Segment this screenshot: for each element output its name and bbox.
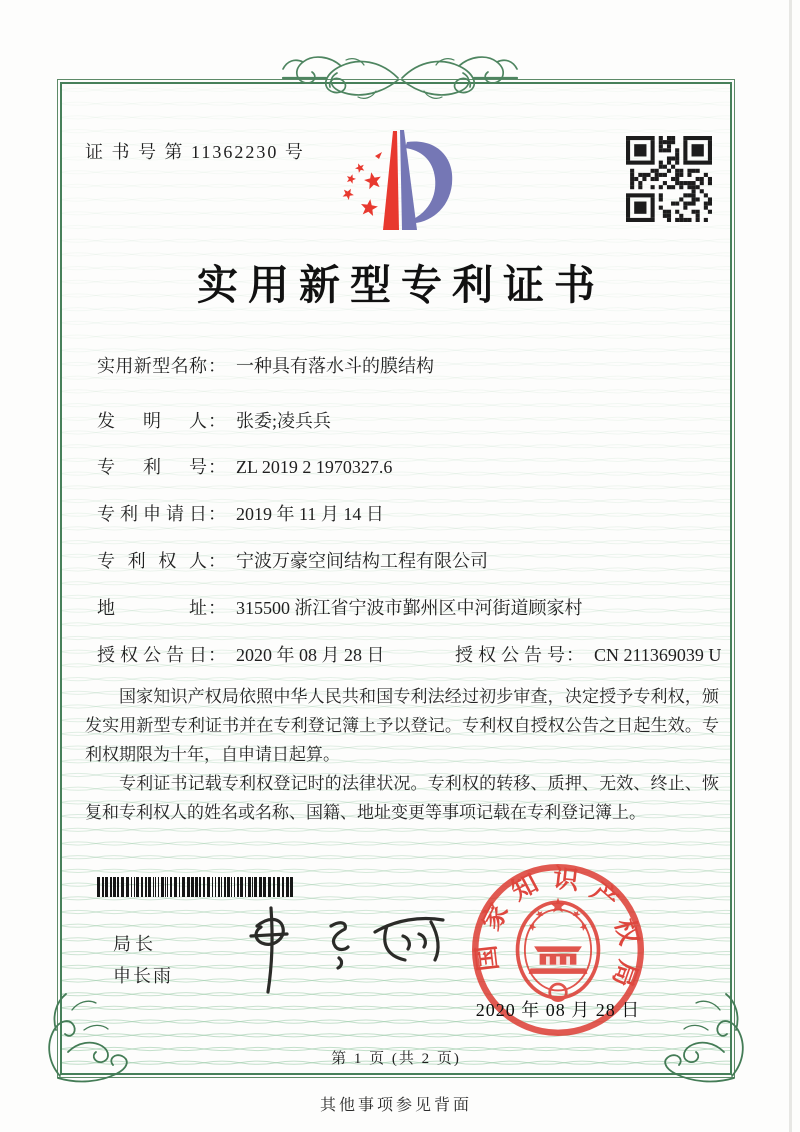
legal-paragraph: 专利证书记载专利权登记时的法律状况。专利权的转移、质押、无效、终止、恢复和专利权人的姓名或名称、国籍、地址变更等事项记载在专利登记簿上。 <box>85 774 719 822</box>
grant-number-group: 授权公告号 ： CN 211369039 U <box>455 641 721 667</box>
back-side-note: 其他事项参见背面 <box>319 1097 472 1114</box>
officer-title: 局长 <box>113 934 157 954</box>
field-value: 宁波万豪空间结构工程有限公司 <box>236 551 488 571</box>
field-row-patent-no: 专利号 ： ZL 2019 2 1970327.6 <box>97 453 392 479</box>
field-label: 实用新型名称 <box>97 356 207 376</box>
field-row-name: 实用新型名称 ： 一种具有落水斗的膜结构 <box>97 352 434 378</box>
barcode-icon <box>97 877 295 897</box>
qr-code-icon <box>626 136 712 222</box>
field-row-address: 地址 ： 315500 浙江省宁波市鄞州区中河街道顾家村 <box>97 594 583 620</box>
page-number: 第 1 页 (共 2 页) <box>331 1051 461 1067</box>
top-scroll-ornament-icon <box>280 51 520 107</box>
signature-icon <box>235 896 470 1000</box>
field-label: 专利申请日 <box>97 504 207 524</box>
field-value: 一种具有落水斗的膜结构 <box>236 356 434 376</box>
field-label: 地址 <box>97 598 207 618</box>
seal-date: 2020 年 08 月 28 日 <box>475 1000 641 1020</box>
corner-scroll-ornament-icon <box>38 986 134 1094</box>
field-row-patentee: 专利权人 ： 宁波万豪空间结构工程有限公司 <box>97 547 488 573</box>
scan-edge <box>789 0 792 1132</box>
field-value: 2020 年 08 月 28 日 <box>236 645 385 665</box>
field-value: 张委;凌兵兵 <box>236 411 332 431</box>
field-label: 专利权人 <box>97 551 207 571</box>
certificate-title: 实用新型专利证书 <box>197 262 605 308</box>
field-value: 2019 年 11 月 14 日 <box>236 504 384 524</box>
field-value: ZL 2019 2 1970327.6 <box>236 457 393 477</box>
field-label: 专利号 <box>97 457 207 477</box>
seal-ring-text: 国家知识产权局 <box>471 863 644 991</box>
field-label: 授权公告号 <box>455 645 565 665</box>
field-label: 授权公告日 <box>97 645 207 665</box>
field-value: 315500 浙江省宁波市鄞州区中河街道顾家村 <box>236 598 583 618</box>
certificate-number: 证 书 号 第 11362230 号 <box>85 142 305 162</box>
field-row-inventor: 发明人 ： 张委;凌兵兵 <box>97 407 331 433</box>
officer-name: 申长雨 <box>113 966 173 986</box>
field-row-filing-date: 专利申请日 ： 2019 年 11 月 14 日 <box>97 500 384 526</box>
corner-scroll-ornament-icon <box>658 986 754 1094</box>
legal-text <box>85 682 719 827</box>
field-row-grant: 授权公告日 ： 2020 年 08 月 28 日 授权公告号 ： CN 211369039 U <box>97 641 719 667</box>
field-value: CN 211369039 U <box>594 645 722 665</box>
field-label: 发明人 <box>97 411 207 431</box>
legal-paragraph: 国家知识产权局依照中华人民共和国专利法经过初步审查，决定授予专利权，颁发实用新型专利证书并在专利登记簿上予以登记。专利权自授权公告之日起生效。专利权期限为十年，自申请日起算。 <box>85 687 719 764</box>
cnipa-logo-icon <box>333 126 463 236</box>
